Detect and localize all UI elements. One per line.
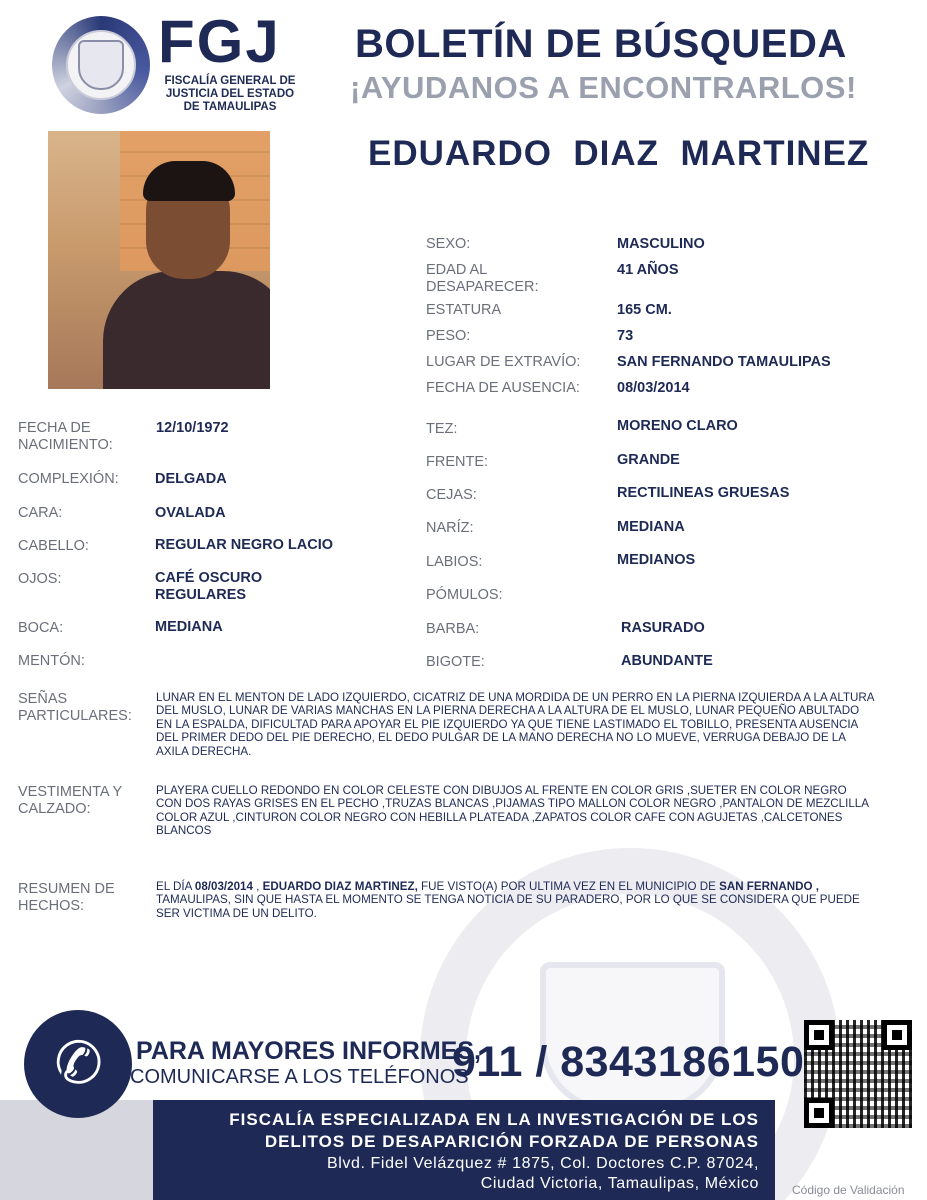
fgj-seal-icon bbox=[66, 30, 136, 100]
barba-label: BARBA: bbox=[426, 621, 480, 637]
estatura-value: 165 CM. bbox=[617, 302, 672, 318]
cara-value: OVALADA bbox=[155, 505, 226, 521]
edad-value: 41 AÑOS bbox=[617, 262, 679, 278]
senas-text: LUNAR EN EL MENTON DE LADO IZQUIERDO, CICATRIZ DE UNA MORDIDA DE UN PERRO EN LA PIERNA IZQUIERDA A LA ALTURA DEL MUSLO, LUNAR DE VARIAS MANCHAS EN LA PIERNA DERECHA A LA ALTURA DE EL MUSLO, LUNAR PEQUEÑO ABULTADO EN LA ESPALDA, DIFICULTAD PARA APOYAR EL PIE IZQUIERDO YA QUE TIENE LASTIMADO EL TOBILLO, PRESENTA AUSENCIA DEL PRIMER DEDO DEL PIE DERECHO, EL DEDO PULGAR DE LA MANO DERECHA NO LO MUEVE, VERRUGA DEBAJO DE LA AXILA DERECHA. bbox=[156, 691, 874, 758]
bigote-label: BIGOTE: bbox=[426, 654, 485, 670]
peso-value: 73 bbox=[617, 328, 634, 344]
fecha-ausencia-label: FECHA DE AUSENCIA: bbox=[426, 380, 580, 396]
complexion-value: DELGADA bbox=[155, 471, 227, 487]
cabello-label: CABELLO: bbox=[18, 538, 89, 554]
phone-icon: ✆ bbox=[24, 1010, 132, 1118]
cejas-value: RECTILINEAS GRUESAS bbox=[617, 485, 790, 501]
nariz-label: NARÍZ: bbox=[426, 520, 474, 536]
person-photo bbox=[48, 131, 270, 389]
menton-label: MENTÓN: bbox=[18, 653, 85, 669]
vestimenta-text: PLAYERA CUELLO REDONDO EN COLOR CELESTE CON DIBUJOS AL FRENTE EN COLOR GRIS ,SUETER EN COLOR NEGRO CON DOS RAYAS GRISES EN EL PECHO ,TRUZAS BLANCAS ,PIJAMAS TIPO MALLON COLOR NEGRO ,PANTALON DE MEZCLILLA COLOR AZUL ,CINTURON COLOR NEGRO CON HEBILLA PLATEADA ,ZAPATOS COLOR CAFE CON AGUJETAS ,CALCETONES BLANCOS bbox=[156, 784, 869, 838]
resumen-part: FUE VISTO(A) POR ULTIMA VEZ EN EL MUNICIPIO DE bbox=[417, 880, 720, 893]
qr-code-label: Código de Validación bbox=[792, 1183, 905, 1197]
resumen-label: RESUMEN DE HECHOS: bbox=[18, 881, 115, 914]
tez-label: TEZ: bbox=[426, 421, 458, 437]
frente-value: GRANDE bbox=[617, 452, 680, 468]
frente-label: FRENTE: bbox=[426, 454, 489, 470]
ojos-label: OJOS: bbox=[18, 571, 62, 587]
resumen-part: , bbox=[252, 880, 263, 893]
qr-code-icon[interactable] bbox=[804, 1020, 912, 1128]
cara-label: CARA: bbox=[18, 505, 63, 521]
lugar-label: LUGAR DE EXTRAVÍO: bbox=[426, 354, 581, 370]
cabello-value: REGULAR NEGRO LACIO bbox=[155, 537, 334, 553]
logo-main-text: FGJ bbox=[158, 8, 281, 75]
lugar-value: SAN FERNANDO TAMAULIPAS bbox=[617, 354, 831, 370]
tez-value: MORENO CLARO bbox=[617, 418, 738, 434]
watermark-seal-icon bbox=[540, 962, 725, 1112]
fecha-ausencia-value: 08/03/2014 bbox=[617, 380, 690, 396]
logo-subtitle: FISCALÍA GENERAL DE JUSTICIA DEL ESTADO DE TAMAULIPAS bbox=[164, 75, 296, 113]
labios-value: MEDIANOS bbox=[617, 552, 696, 568]
address-line-2: Ciudad Victoria, Tamaulipas, México bbox=[480, 1175, 759, 1192]
nariz-value: MEDIANA bbox=[617, 519, 685, 535]
sexo-value: MASCULINO bbox=[617, 236, 705, 252]
ojos-value: CAFÉ OSCURO REGULARES bbox=[155, 570, 263, 603]
barba-value: RASURADO bbox=[621, 620, 705, 636]
nacimiento-value: 12/10/1972 bbox=[156, 420, 229, 436]
bulletin-title: BOLETÍN DE BÚSQUEDA bbox=[355, 22, 847, 66]
info-line-2: COMUNICARSE A LOS TELÉFONOS bbox=[130, 1066, 469, 1088]
edad-label: EDAD AL DESAPARECER: bbox=[426, 262, 539, 295]
person-name: EDUARDO DIAZ MARTINEZ bbox=[368, 134, 870, 173]
info-line-1: PARA MAYORES INFORMES, bbox=[136, 1037, 481, 1065]
boca-label: BOCA: bbox=[18, 620, 64, 636]
resumen-name: EDUARDO DIAZ MARTINEZ, bbox=[262, 880, 418, 893]
phone-numbers: 911 / 8343186150 bbox=[452, 1038, 805, 1086]
resumen-part: EL DÍA bbox=[156, 880, 195, 893]
resumen-date: 08/03/2014 bbox=[194, 880, 253, 893]
sexo-label: SEXO: bbox=[426, 236, 471, 252]
vestimenta-label: VESTIMENTA Y CALZADO: bbox=[18, 784, 123, 817]
resumen-text bbox=[156, 880, 874, 920]
labios-label: LABIOS: bbox=[426, 554, 483, 570]
boca-value: MEDIANA bbox=[155, 619, 223, 635]
address-line-1: Blvd. Fidel Velázquez # 1875, Col. Doctores C.P. 87024, bbox=[326, 1155, 759, 1172]
peso-label: PESO: bbox=[426, 328, 471, 344]
resumen-part: TAMAULIPAS, SIN QUE HASTA EL MOMENTO SE TENGA NOTICIA DE SU PARADERO, POR LO QUE SE CONSIDERA QUE PUEDE SER VICTIMA DE UN DELITO. bbox=[156, 893, 860, 920]
resumen-place: SAN FERNANDO , bbox=[719, 880, 819, 893]
bigote-value: ABUNDANTE bbox=[621, 653, 713, 669]
nacimiento-label: FECHA DE NACIMIENTO: bbox=[18, 420, 113, 453]
agency-line-2: DELITOS DE DESAPARICIÓN FORZADA DE PERSONAS bbox=[264, 1132, 759, 1151]
pomulos-label: PÓMULOS: bbox=[426, 587, 503, 603]
bulletin-subtitle: ¡AYUDANOS A ENCONTRARLOS! bbox=[350, 70, 857, 105]
agency-line-1: FISCALÍA ESPECIALIZADA EN LA INVESTIGACIÓN DE LOS bbox=[229, 1110, 759, 1129]
estatura-label: ESTATURA bbox=[426, 302, 502, 318]
cejas-label: CEJAS: bbox=[426, 487, 477, 503]
senas-label: SEÑAS PARTICULARES: bbox=[18, 691, 132, 724]
complexion-label: COMPLEXIÓN: bbox=[18, 471, 119, 487]
